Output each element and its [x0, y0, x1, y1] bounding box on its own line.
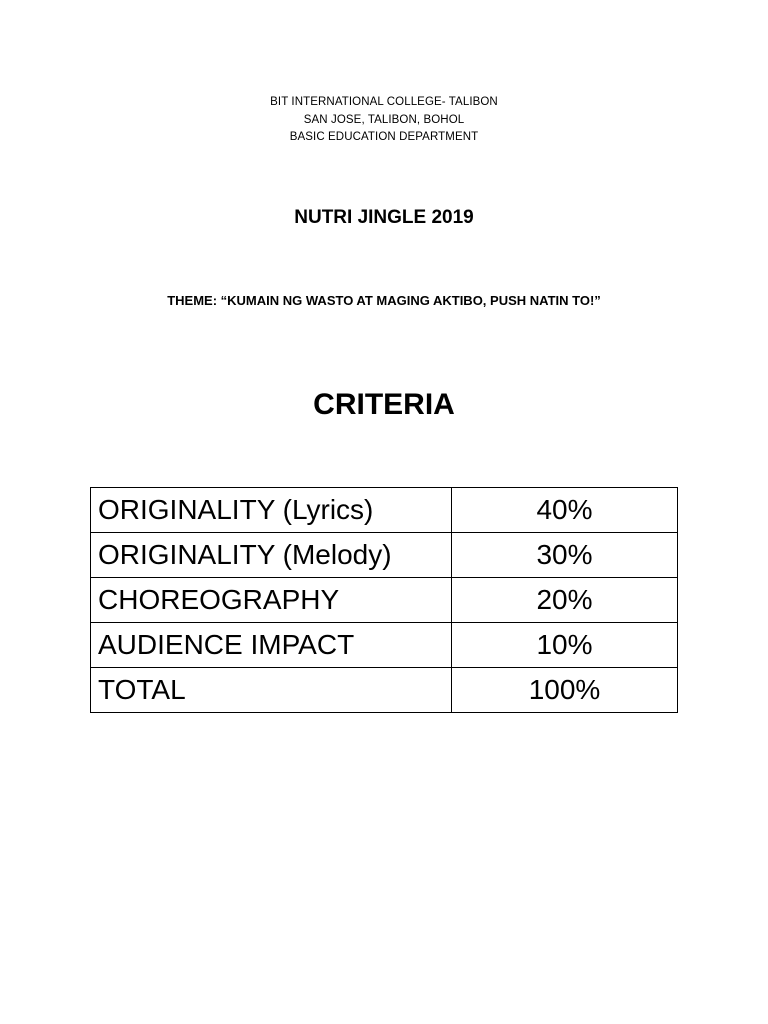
total-weight: 100% — [452, 668, 678, 713]
criterion-name: ORIGINALITY (Melody) — [91, 533, 452, 578]
institution-address: SAN JOSE, TALIBON, BOHOL — [303, 113, 465, 126]
institution-name: BIT INTERNATIONAL COLLEGE- TALIBON — [270, 96, 498, 108]
criterion-weight: 10% — [452, 623, 678, 668]
institution-header — [0, 94, 768, 147]
criterion-weight: 40% — [452, 488, 678, 533]
table-row — [91, 668, 678, 713]
criterion-name: CHOREOGRAPHY — [91, 578, 452, 623]
total-label: TOTAL — [91, 668, 452, 713]
criteria-heading: CRITERIA — [313, 388, 455, 421]
department-name: BASIC EDUCATION DEPARTMENT — [289, 131, 479, 143]
criterion-name: AUDIENCE IMPACT — [91, 623, 452, 668]
criterion-weight: 30% — [452, 533, 678, 578]
criteria-table — [90, 487, 678, 713]
event-theme: THEME: “KUMAIN NG WASTO AT MAGING AKTIBO, PUSH NATIN TO!” — [167, 293, 601, 308]
table-row — [91, 533, 678, 578]
event-title: NUTRI JINGLE 2019 — [294, 207, 474, 228]
table-row — [91, 623, 678, 668]
criterion-name: ORIGINALITY (Lyrics) — [91, 488, 452, 533]
table-row — [91, 488, 678, 533]
criterion-weight: 20% — [452, 578, 678, 623]
table-row — [91, 578, 678, 623]
